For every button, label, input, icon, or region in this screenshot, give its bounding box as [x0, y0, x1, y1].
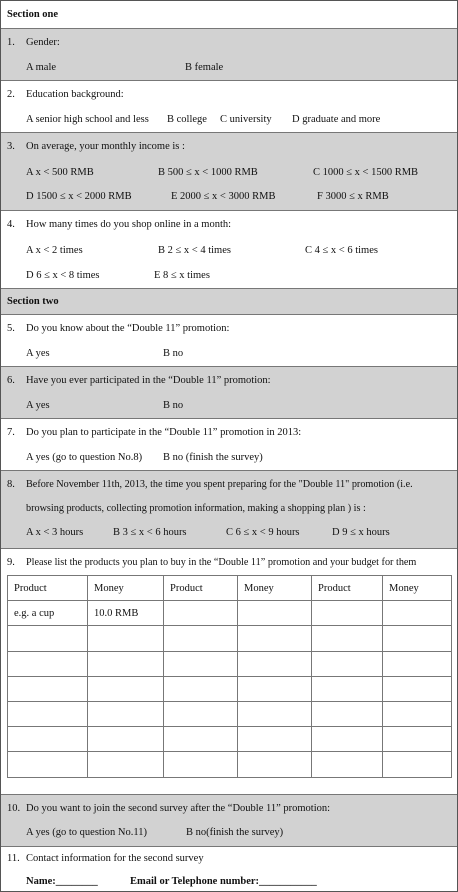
section-one-header [1, 1, 457, 29]
question-text: Have you ever participated in the “Double 11” promotion: [26, 375, 271, 386]
option-b[interactable]: B 3 ≤ x < 6 hours [113, 527, 187, 538]
option-b[interactable]: B 2 ≤ x < 4 times [158, 245, 231, 256]
table-cell[interactable] [88, 752, 164, 777]
question-number: 3. [7, 141, 15, 152]
table-cell[interactable] [8, 752, 88, 777]
question-6 [1, 367, 457, 419]
table-cell[interactable] [164, 727, 238, 752]
table-cell[interactable] [8, 626, 88, 651]
question-number: 2. [7, 89, 15, 100]
option-yes[interactable]: A yes [26, 400, 50, 411]
option-c[interactable]: C 1000 ≤ x < 1500 RMB [313, 167, 419, 178]
table-cell[interactable] [164, 676, 238, 701]
table-cell[interactable] [238, 701, 312, 726]
table-cell[interactable] [383, 626, 452, 651]
option-female[interactable]: B female [185, 62, 224, 73]
question-10 [1, 795, 457, 847]
table-cell[interactable] [88, 727, 164, 752]
table-row [8, 676, 452, 701]
question-text: Education background: [26, 89, 124, 100]
option-c[interactable]: C university [220, 114, 272, 125]
question-text: How many times do you shop online in a month: [26, 219, 232, 230]
table-cell[interactable] [383, 676, 452, 701]
table-row [8, 651, 452, 676]
option-no[interactable]: B no(finish the survey) [186, 827, 284, 838]
question-8 [1, 471, 457, 549]
table-row [8, 701, 452, 726]
section-two-header [1, 289, 457, 315]
option-male[interactable]: A male [26, 62, 57, 73]
table-header-cell: Money [238, 576, 312, 601]
table-header-cell: Money [383, 576, 452, 601]
option-c[interactable]: C 6 ≤ x < 9 hours [226, 527, 300, 538]
table-cell[interactable] [383, 601, 452, 626]
question-2 [1, 81, 457, 133]
question-text: Do you plan to participate in the “Double 11” promotion in 2013: [26, 427, 302, 438]
question-text: On average, your monthly income is : [26, 141, 185, 152]
option-b[interactable]: B college [167, 114, 207, 125]
table-cell[interactable] [164, 601, 238, 626]
table-cell[interactable] [88, 651, 164, 676]
option-d[interactable]: D graduate and more [292, 114, 381, 125]
question-text-line-1: Before November 11th, 2013, the time you spent preparing for the "Double 11" promotion (i.e. [26, 479, 413, 490]
question-number: 6. [7, 375, 15, 386]
table-cell[interactable] [164, 752, 238, 777]
table-cell[interactable] [312, 676, 383, 701]
question-9 [1, 549, 457, 795]
question-text: Do you want to join the second survey after the “Double 11” promotion: [26, 803, 331, 814]
table-row [8, 727, 452, 752]
question-number: 10. [7, 803, 21, 814]
section-two-title: Section two [7, 296, 59, 307]
table-cell[interactable] [383, 752, 452, 777]
option-yes[interactable]: A yes [26, 348, 50, 359]
question-text: Gender: [26, 37, 60, 48]
table-cell[interactable] [238, 676, 312, 701]
option-d[interactable]: D 9 ≤ x hours [332, 527, 390, 538]
question-number: 9. [7, 557, 15, 568]
table-cell[interactable] [8, 651, 88, 676]
option-e[interactable]: E 8 ≤ x times [154, 270, 210, 281]
table-cell[interactable] [312, 601, 383, 626]
question-number: 4. [7, 219, 15, 230]
table-cell[interactable] [8, 701, 88, 726]
table-cell[interactable] [164, 626, 238, 651]
table-cell[interactable] [238, 601, 312, 626]
question-number: 7. [7, 427, 15, 438]
table-cell[interactable] [383, 701, 452, 726]
table-cell[interactable]: 10.0 RMB [88, 601, 164, 626]
question-text: Do you know about the “Double 11” promotion: [26, 323, 230, 334]
table-cell[interactable] [88, 701, 164, 726]
table-cell[interactable] [383, 651, 452, 676]
question-number: 5. [7, 323, 15, 334]
option-yes[interactable]: A yes (go to question No.11) [26, 827, 147, 838]
table-row [8, 626, 452, 651]
table-row [8, 752, 452, 777]
question-3 [1, 133, 457, 211]
option-yes[interactable]: A yes (go to question No.8) [26, 452, 143, 463]
table-cell[interactable] [88, 676, 164, 701]
option-d[interactable]: D 1500 ≤ x < 2000 RMB [26, 191, 132, 202]
table-cell[interactable] [383, 727, 452, 752]
question-7 [1, 419, 457, 471]
table-header-row [8, 576, 452, 601]
option-a[interactable]: A x < 500 RMB [26, 167, 94, 178]
question-text-line-2: browsing products, collecting promotion information, making a shopping plan ) is : [26, 503, 366, 514]
question-1 [1, 29, 457, 81]
table-cell[interactable] [312, 626, 383, 651]
table-cell[interactable] [238, 752, 312, 777]
option-b[interactable]: B 500 ≤ x < 1000 RMB [158, 167, 258, 178]
section-one-title: Section one [7, 9, 59, 20]
table-cell[interactable] [312, 752, 383, 777]
table-cell[interactable] [164, 701, 238, 726]
option-no[interactable]: B no (finish the survey) [163, 452, 263, 463]
table-header-cell: Product [164, 576, 238, 601]
option-c[interactable]: C 4 ≤ x < 6 times [305, 245, 378, 256]
question-number: 1. [7, 37, 15, 48]
table-cell[interactable] [238, 626, 312, 651]
budget-table [7, 575, 452, 778]
table-header-cell: Money [88, 576, 164, 601]
table-cell[interactable]: e.g. a cup [8, 601, 88, 626]
table-cell[interactable] [238, 727, 312, 752]
option-a[interactable]: A senior high school and less [26, 114, 149, 125]
option-no[interactable]: B no [163, 400, 184, 411]
option-a[interactable]: A x < 3 hours [26, 527, 84, 538]
table-cell[interactable] [164, 651, 238, 676]
table-cell[interactable] [312, 651, 383, 676]
table-header-cell: Product [8, 576, 88, 601]
table-cell[interactable] [238, 651, 312, 676]
table-cell[interactable] [312, 727, 383, 752]
question-5 [1, 315, 457, 367]
contact-field[interactable]: Email or Telephone number:___________ [130, 876, 317, 887]
question-text: Contact information for the second survey [26, 853, 204, 864]
table-cell[interactable] [88, 626, 164, 651]
table-cell[interactable] [8, 676, 88, 701]
option-a[interactable]: A x < 2 times [26, 245, 83, 256]
question-number: 11. [7, 853, 20, 864]
option-d[interactable]: D 6 ≤ x < 8 times [26, 270, 100, 281]
question-4 [1, 211, 457, 289]
question-11 [1, 847, 457, 891]
option-f[interactable]: F 3000 ≤ x RMB [317, 191, 389, 202]
table-header-cell: Product [312, 576, 383, 601]
question-number: 8. [7, 479, 15, 490]
name-field[interactable]: Name:________ [26, 876, 98, 887]
table-cell[interactable] [312, 701, 383, 726]
option-e[interactable]: E 2000 ≤ x < 3000 RMB [171, 191, 276, 202]
table-row [8, 601, 452, 626]
table-cell[interactable] [8, 727, 88, 752]
question-text: Please list the products you plan to buy in the “Double 11” promotion and your budget for them [26, 557, 417, 568]
option-no[interactable]: B no [163, 348, 184, 359]
